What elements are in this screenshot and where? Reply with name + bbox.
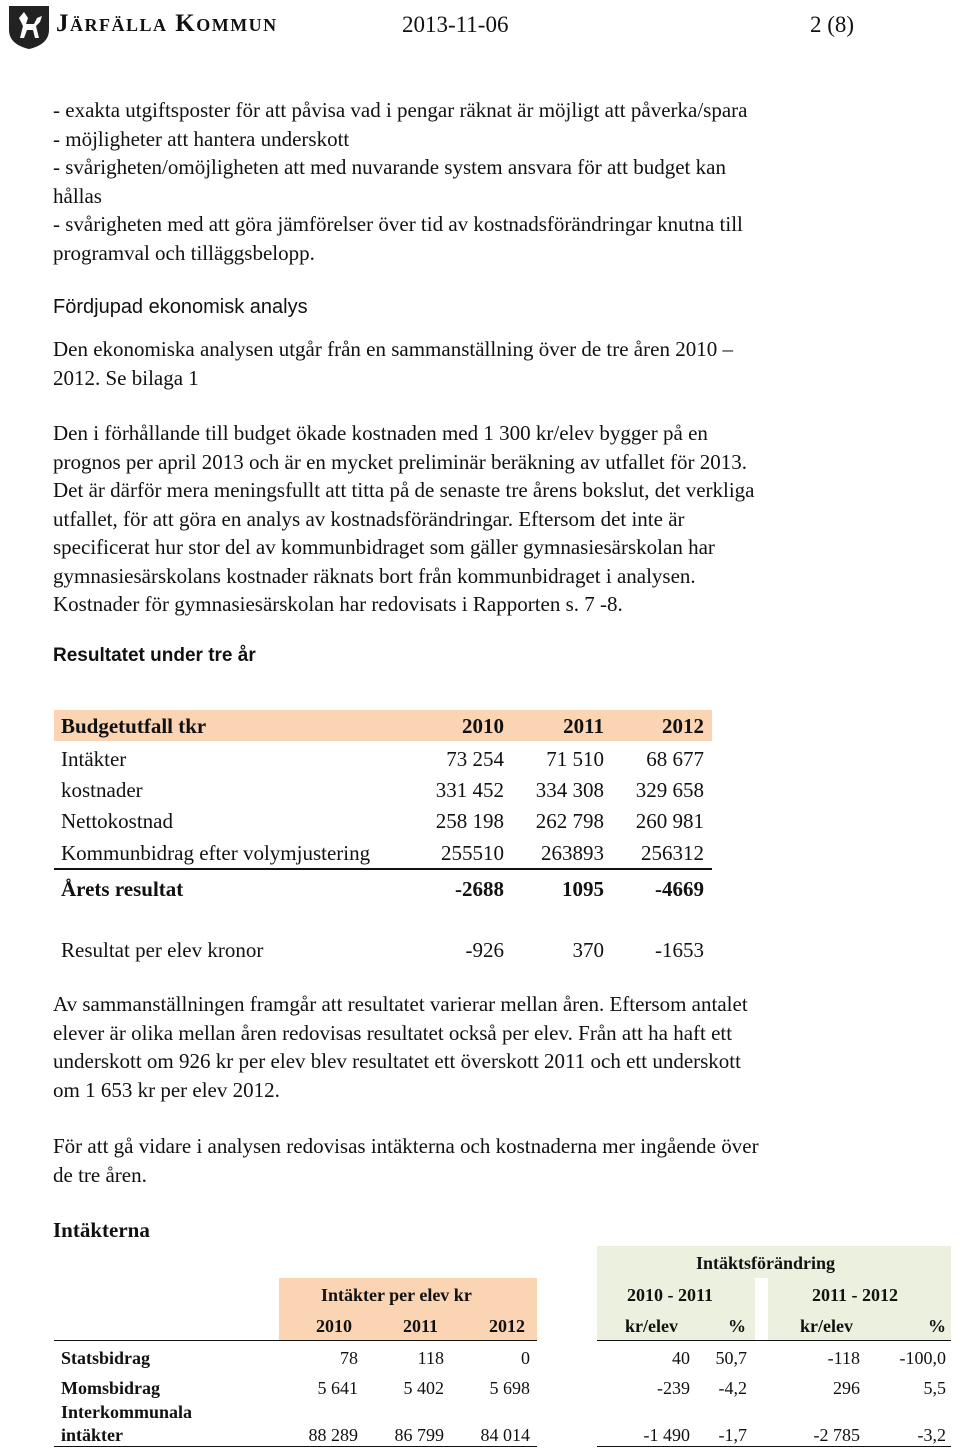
header-cell: 2011	[563, 714, 604, 738]
cell: 88 289	[308, 1425, 358, 1445]
paragraph-line: om 1 653 kr per elev 2012.	[53, 1077, 280, 1102]
cell: -3,2	[917, 1425, 946, 1445]
cell: -100,0	[899, 1348, 946, 1368]
cell: 40	[672, 1348, 690, 1368]
row-label: Momsbidrag	[61, 1378, 160, 1398]
cell: 370	[572, 938, 604, 962]
paragraph-line: gymnasiesärskolans kostnader räknats bort från kommunbidraget i analysen.	[53, 563, 696, 588]
period-2011-2012: 2011 - 2012	[812, 1285, 899, 1305]
paragraph-line: Av sammanställningen framgår att resultatet varierar mellan åren. Eftersom antalet	[53, 992, 748, 1016]
cell: -1653	[655, 938, 704, 962]
cell: 258 198	[435, 809, 504, 833]
cell: 84 014	[480, 1425, 530, 1445]
row-label: kostnader	[61, 778, 143, 802]
year-2012: 2012	[489, 1316, 525, 1336]
row-label: intäkter	[61, 1425, 123, 1445]
sub-kr-elev-1: kr/elev	[625, 1316, 678, 1336]
sub-percent-1: %	[728, 1316, 746, 1336]
document-date: 2013-11-06	[402, 12, 509, 37]
bullet-line: - möjligheter att hantera underskott	[53, 126, 350, 151]
cell: 329 658	[635, 778, 704, 802]
cell: 296	[833, 1378, 860, 1398]
result-row	[54, 873, 712, 904]
year-2010: 2010	[316, 1316, 352, 1336]
paragraph-line: specificerat hur stor del av kommunbidraget som gäller gymnasiesärskolan har	[53, 535, 715, 559]
sub-kr-elev-2: kr/elev	[800, 1316, 853, 1336]
paragraph-intro	[53, 335, 933, 392]
bullet-line: programval och tilläggsbelopp.	[53, 240, 315, 265]
header-rule-right	[597, 1340, 951, 1341]
paragraph-line: utfallet, för att göra en analys av kostnadsförändringar. Eftersom det inte är	[53, 506, 685, 531]
bullet-line: - svårigheten/omöjligheten att med nuvarande system ansvara för att budget kan	[53, 155, 726, 179]
table-row	[54, 774, 712, 805]
cell: -926	[465, 938, 504, 962]
cell: 78	[340, 1348, 358, 1368]
bullet-list	[53, 96, 933, 267]
column-gap	[755, 1278, 768, 1340]
cell: -4669	[655, 877, 704, 901]
header-cell: 2010	[462, 714, 504, 738]
cell: 86 799	[394, 1425, 444, 1445]
cell: 68 677	[646, 747, 704, 771]
cell: -2688	[455, 877, 504, 901]
cell: -1 490	[643, 1425, 690, 1445]
cell: 50,7	[715, 1348, 747, 1368]
paragraph-line: Den i förhållande till budget ökade kostnaden med 1 300 kr/elev bygger på en	[53, 421, 708, 445]
per-student-row	[54, 934, 712, 965]
cell: 118	[417, 1348, 444, 1368]
row-label: Nettokostnad	[61, 809, 173, 833]
header-cell: Budgetutfall tkr	[61, 714, 207, 738]
income-group-title: Intäkter per elev kr	[321, 1285, 472, 1305]
bullet-line: hållas	[53, 183, 102, 208]
table-header-row	[54, 710, 712, 741]
paragraph-analysis	[53, 419, 933, 619]
cell: -118	[827, 1348, 860, 1368]
paragraph-line: Det är därför mera meningsfullt att titta på de senaste tre årens bokslut, det verkliga	[53, 478, 755, 502]
cell: 0	[521, 1348, 530, 1368]
cell: 331 452	[435, 778, 504, 802]
row-label: Interkommunala	[61, 1402, 193, 1422]
cell: 255510	[441, 841, 504, 865]
year-2011: 2011	[403, 1316, 439, 1336]
cell: -4,2	[718, 1378, 747, 1398]
cell: -2 785	[813, 1425, 860, 1445]
header-rule-left	[54, 1340, 537, 1341]
bullet-line: - svårigheten med att göra jämförelser över tid av kostnadsförändringar knutna till	[53, 212, 743, 236]
change-title: Intäktsförändring	[696, 1253, 836, 1273]
table-row	[54, 743, 712, 774]
paragraph-line: prognos per april 2013 och är en mycket preliminär beräkning av utfallet för 2013.	[53, 449, 747, 474]
cell: 256312	[641, 841, 704, 865]
paragraph-line: elever är olika mellan åren redovisas resultatet också per elev. Från att ha haft ett	[53, 1020, 733, 1045]
cell: -1,7	[718, 1425, 747, 1445]
footer-rule-right	[597, 1446, 951, 1447]
section-heading-result: Resultatet under tre år	[53, 645, 256, 666]
municipality-name: Järfälla Kommun	[56, 10, 278, 37]
bullet-line: - exakta utgiftsposter för att påvisa vad i pengar räknat är möjligt att påverka/spara	[53, 98, 748, 122]
section-heading-income: Intäkterna	[53, 1218, 150, 1242]
cell: 5,5	[923, 1378, 946, 1398]
paragraph-line: Kostnader för gymnasiesärskolan har redovisats i Rapporten s. 7 -8.	[53, 592, 623, 616]
cell: 5 641	[317, 1378, 358, 1398]
row-label: Årets resultat	[61, 877, 184, 901]
municipality-logo	[6, 4, 52, 50]
cell: 71 510	[546, 747, 604, 771]
table-row	[54, 837, 712, 870]
cell: 73 254	[446, 747, 504, 771]
paragraph-next	[53, 1132, 933, 1189]
row-label: Kommunbidrag efter volymjustering	[61, 841, 371, 865]
header-cell: 2012	[662, 714, 704, 738]
cell: 263893	[541, 841, 604, 865]
period-2010-2011: 2010 - 2011	[627, 1285, 714, 1305]
table-row	[54, 805, 712, 836]
paragraph-line: För att gå vidare i analysen redovisas intäkterna och kostnaderna mer ingående över	[53, 1134, 759, 1158]
cell: 1095	[562, 877, 604, 901]
page-number: 2 (8)	[810, 12, 855, 37]
row-label: Statsbidrag	[61, 1348, 151, 1368]
cell: 5 698	[489, 1378, 530, 1398]
section-heading-analysis: Fördjupad ekonomisk analys	[53, 296, 308, 318]
footer-rule-left	[54, 1446, 537, 1447]
cell: -239	[657, 1378, 690, 1398]
paragraph-line: underskott om 926 kr per elev blev resultatet ett överskott 2011 och ett underskott	[53, 1049, 741, 1073]
cell: 334 308	[535, 778, 604, 802]
paragraph-line: de tre åren.	[53, 1162, 147, 1187]
cell: 5 402	[403, 1378, 444, 1398]
row-label: Intäkter	[61, 747, 127, 771]
paragraph-line: 2012. Se bilaga 1	[53, 365, 199, 390]
cell: 260 981	[635, 809, 704, 833]
paragraph-result	[53, 990, 933, 1104]
paragraph-line: Den ekonomiska analysen utgår från en sammanställning över de tre åren 2010 –	[53, 337, 733, 361]
cell: 262 798	[535, 809, 604, 833]
sub-percent-2: %	[928, 1316, 946, 1336]
row-label: Resultat per elev kronor	[61, 938, 264, 962]
